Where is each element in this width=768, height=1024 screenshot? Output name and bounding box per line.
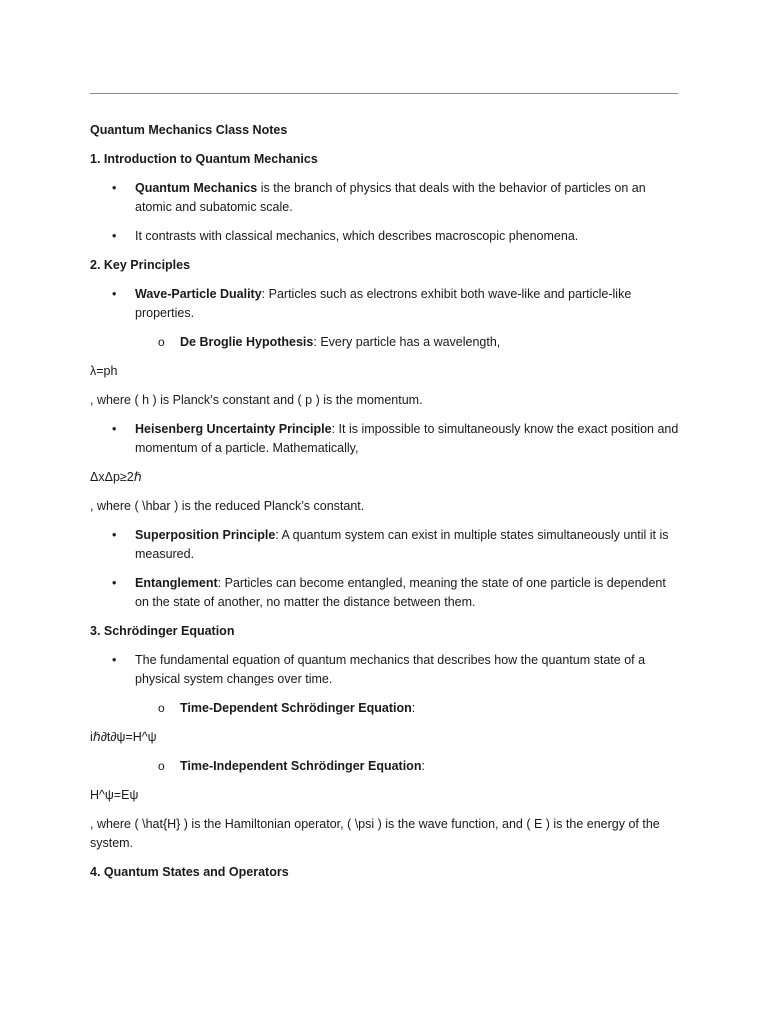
list-item	[90, 227, 680, 246]
list-item	[90, 526, 680, 564]
term-superposition: Superposition Principle	[135, 528, 276, 542]
sub-list-item-text: : Every particle has a wavelength,	[313, 335, 501, 349]
bullet-icon: •	[112, 528, 117, 542]
bullet-icon: •	[112, 287, 117, 301]
principles-bullet-list-3	[90, 526, 680, 612]
section-heading-schrodinger: 3. Schrödinger Equation	[90, 624, 235, 638]
formula-note: , where ( \hbar ) is the reduced Planck’s constant.	[90, 499, 365, 513]
section-heading-key-principles: 2. Key Principles	[90, 258, 191, 272]
bullet-icon: •	[112, 576, 117, 590]
bullet-icon: •	[112, 181, 117, 195]
list-item	[90, 285, 680, 323]
formula-uncertainty: ΔxΔp≥2ℏ	[90, 470, 142, 484]
sub-list-item	[90, 333, 680, 352]
list-item-text: : Particles can become entangled, meaning the state of one particle is dependent on the state of another, no matter the distance between them.	[135, 576, 666, 609]
list-item-text: The fundamental equation of quantum mechanics that describes how the quantum state of a physical system changes over time.	[135, 653, 646, 686]
sub-list-item	[90, 757, 680, 776]
principles-bullet-list	[90, 285, 680, 323]
term-time-dependent: Time-Dependent Schrödinger Equation	[180, 701, 412, 715]
section-heading-quantum-states: 4. Quantum States and Operators	[90, 865, 289, 879]
formula-de-broglie: λ=ph	[90, 364, 118, 378]
term-wave-particle-duality: Wave-Particle Duality	[135, 287, 262, 301]
term-quantum-mechanics: Quantum Mechanics	[135, 181, 258, 195]
bullet-icon: •	[112, 422, 117, 436]
principles-bullet-list-2	[90, 420, 680, 458]
sub-bullet-icon: o	[158, 335, 165, 349]
schrodinger-bullet-list	[90, 651, 680, 689]
list-item-text: : It is impossible to simultaneously know the exact position and momentum of a particle. Mathematically,	[135, 422, 679, 455]
intro-bullet-list	[90, 179, 680, 246]
sub-list-item	[90, 699, 680, 718]
sub-bullet-icon: o	[158, 701, 165, 715]
list-item	[90, 420, 680, 458]
term-entanglement: Entanglement	[135, 576, 218, 590]
bullet-icon: •	[112, 229, 117, 243]
formula-note: , where ( \hat{H} ) is the Hamiltonian operator, ( \psi ) is the wave function, and ( E ) is the energy of the system.	[90, 817, 660, 850]
list-item-text: It contrasts with classical mechanics, which describes macroscopic phenomena.	[135, 229, 579, 243]
term-heisenberg: Heisenberg Uncertainty Principle	[135, 422, 332, 436]
list-item-text: is the branch of physics that deals with the behavior of particles on an atomic and subatomic scale.	[135, 181, 646, 214]
bullet-icon: •	[112, 653, 117, 667]
list-item	[90, 574, 680, 612]
list-item-text: : Particles such as electrons exhibit both wave-like and particle-like properties.	[135, 287, 632, 320]
list-item	[90, 179, 680, 217]
list-item-text: : A quantum system can exist in multiple states simultaneously until it is measured.	[135, 528, 669, 561]
document-title: Quantum Mechanics Class Notes	[90, 123, 288, 137]
term-de-broglie: De Broglie Hypothesis	[180, 335, 314, 349]
sub-bullet-icon: o	[158, 759, 165, 773]
formula-time-dependent: iℏ∂t∂ψ=H^ψ	[90, 730, 157, 744]
header-divider	[90, 93, 678, 94]
section-heading-introduction: 1. Introduction to Quantum Mechanics	[90, 152, 318, 166]
document-body	[90, 121, 680, 892]
sub-list-item-text: :	[421, 759, 425, 773]
sub-list-item-text: :	[411, 701, 416, 715]
list-item	[90, 651, 680, 689]
formula-note: , where ( h ) is Planck’s constant and ( p ) is the momentum.	[90, 393, 423, 407]
term-time-independent: Time-Independent Schrödinger Equation	[180, 759, 422, 773]
formula-time-independent: H^ψ=Eψ	[90, 788, 139, 802]
